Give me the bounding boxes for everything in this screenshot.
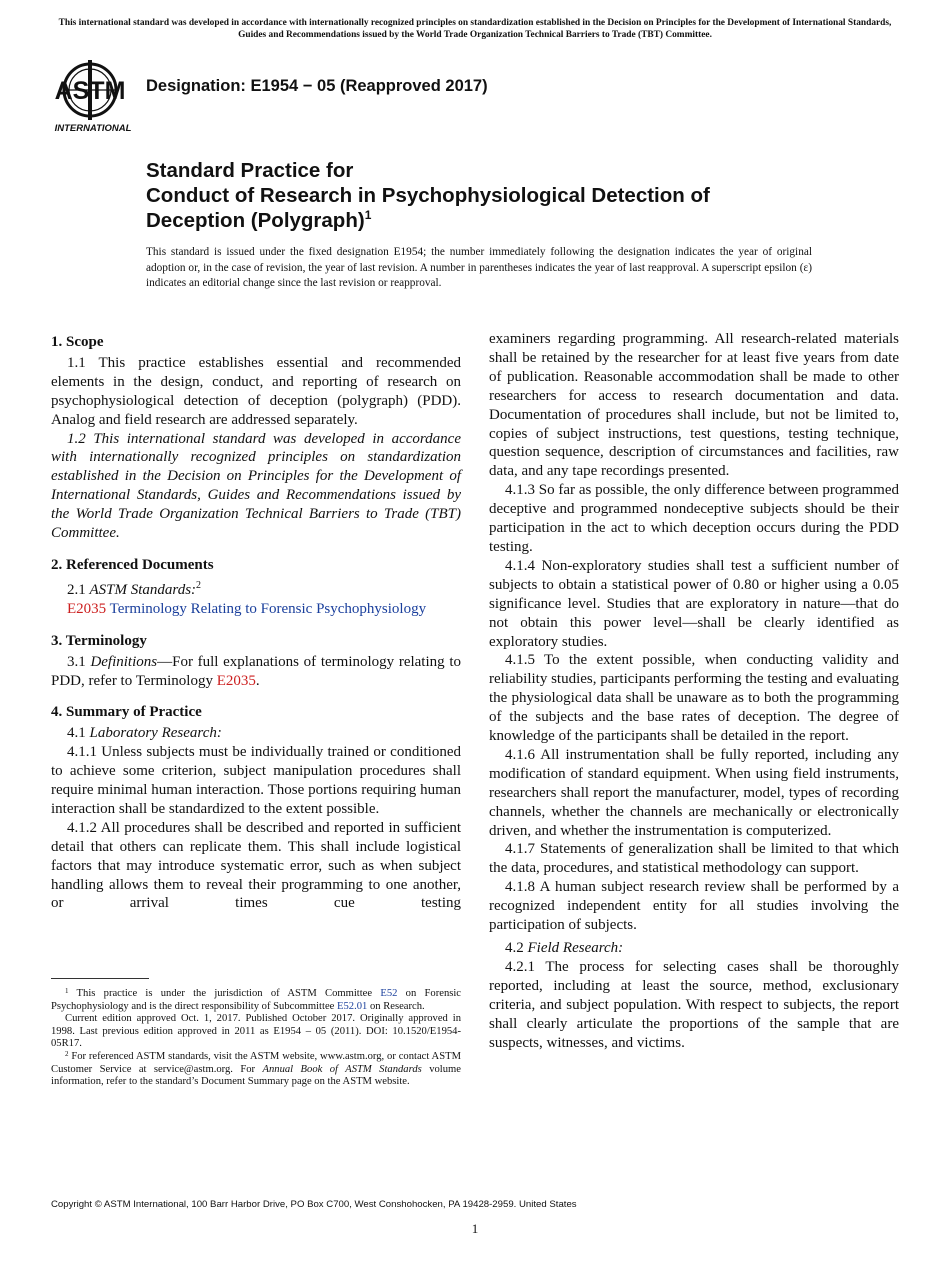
section-heading-terminology: 3. Terminology — [51, 632, 147, 649]
paragraph-4-1-3: 4.1.3 So far as possible, the only difference between programmed deceptive and programmed nondeceptive subjects should be their participation in the act to which deception occurs during the PDD testing. — [489, 482, 899, 555]
paragraph-4-1-7: 4.1.7 Statements of generalization shall be limited to that which the data, procedures, and statistical methodology can support. — [489, 841, 899, 877]
footnote-edition: Current edition approved Oct. 1, 2017. Published October 2017. Originally approved in 1998. Last previous edition approved in 2011 as E1954 – 05 (2011). DOI: 10.1520/E1954-05R17. — [51, 1013, 461, 1050]
paragraph-4-1-6: 4.1.6 All instrumentation shall be fully reported, including any modification of standard equipment. When using field instruments, researchers shall report the manufacturer, model, types of recording channels, whether the channels are mechanically or electronically driven, and whether the instrumentation is computerized. — [489, 746, 899, 839]
astm-logo — [52, 56, 136, 134]
logo-subtext: INTERNATIONAL — [54, 123, 132, 134]
title-line-3: Deception (Polygraph) — [146, 209, 365, 232]
paragraph-1-1: 1.1 This practice establishes essential and recommended elements in the design, conduct, and reporting of research on psychophysiological detection of deception (polygraph) (PDD). Analog and field research are addressed separately. — [51, 354, 461, 428]
paragraph-4-1: 4.1 Laboratory Research: — [67, 725, 222, 742]
paragraph-4-1-8: 4.1.8 A human subject research review shall be performed by a recognized independent entity for all studies involving the participation of subjects. — [489, 879, 899, 934]
paragraph-3-1: 3.1 Definitions—For full explanations of terminology relating to PDD, refer to Terminology E2035. — [51, 653, 461, 689]
left-column — [51, 333, 461, 913]
section-heading-referenced: 2. Referenced Documents — [51, 556, 214, 573]
reference-entry — [51, 600, 461, 619]
document-title — [146, 158, 906, 233]
committee-link-e52[interactable]: E52 — [380, 988, 398, 999]
ref-link-title[interactable]: Terminology Relating to Forensic Psychophysiology — [109, 600, 427, 617]
paragraph-4-2: 4.2 Field Research: — [505, 940, 624, 956]
paragraph-4-1-2-part1: 4.1.2 All procedures shall be described and reported in sufficient detail that others can replicate them. This shall include logistical factors that may introduce systematic error, such as when subject handling allows them to reveal their programming to one another, or arrival times cue testing — [51, 819, 461, 912]
paragraph-4-1-5: 4.1.5 To the extent possible, when conducting validity and reliability studies, participants performing the testing and evaluating the physiological data shall be unaware as to both the programming of the subjects and the base rates of deception. The degree of knowledge of the participants shall be detailed in the report. — [489, 652, 899, 745]
logo-text: ASTM — [54, 77, 126, 105]
issued-note: This standard is issued under the fixed designation E1954; the number immediately following the designation indicates the year of original adoption or, in the case of revision, the year of last revision. A number in parentheses indicates the year of last reapproval. A superscript epsilon (ε) indicates an editorial change since the last revision or reapproval. — [146, 246, 812, 290]
footnote-divider — [51, 978, 149, 979]
designation: Designation: E1954 − 05 (Reapproved 2017) — [146, 77, 488, 95]
section-heading-summary: 4. Summary of Practice — [51, 704, 202, 721]
subcommittee-link-e52-01[interactable]: E52.01 — [337, 1000, 368, 1012]
title-line-2: Conduct of Research in Psychophysiological Detection of — [146, 184, 710, 207]
title-line-1: Standard Practice for — [146, 159, 354, 182]
title-footnote-mark: 1 — [364, 208, 372, 222]
paragraph-1-2: 1.2 This international standard was developed in accordance with internationally recognized principles on standardization established in the Decision on Principles for the Development of International Standards, Guides and Recommendations issued by the World Trade Organization Technical Barriers to Trade (TBT) Committee. — [51, 430, 461, 542]
astm-standards-label: ASTM Standards: — [89, 581, 197, 598]
paragraph-2-1: 2.1 ASTM Standards:$^2$ — [67, 579, 202, 598]
section-heading-scope: 1. Scope — [51, 334, 104, 350]
footnotes — [51, 988, 461, 1089]
top-notice: This international standard was developed in accordance with internationally recognized principles on standardization established in the Decision on Principles for the Development of International Standards, Guides and Recommendations issued by the World Trade Organization Technical Barriers to Trade (TBT) Committee. — [58, 18, 892, 40]
copyright: Copyright © ASTM International, 100 Barr Harbor Drive, PO Box C700, West Conshohocken, PA 19428-2959. United States — [51, 1199, 577, 1210]
paragraph-4-1-1: 4.1.1 Unless subjects must be individually trained or conditioned to achieve some criterion, subject manipulation procedures shall require minimal human interaction. Those portions requiring human interaction shall be standardized to the extent possible. — [51, 744, 461, 817]
page-number: 1 — [471, 1221, 479, 1236]
paragraph-4-1-2-part2: examiners regarding programming. All research-related materials shall be retained by the researcher for at least five years from date of publication. Reasonable accommodation shall be made to other researchers for access to research documentation and data. Documentation of procedures shall include, but not be limited to, copies of subject instructions, test questions, testing technique, question sequence, description of circumstances and facilities, raw data, and any tape recordings presented. — [489, 331, 899, 480]
paragraph-4-1-4: 4.1.4 Non-exploratory studies shall test a sufficient number of subjects to obtain a statistical power of 0.80 or higher using a 0.05 significance level. Studies that are exploratory in nature—that do not obtain this power level—shall be clearly identified as exploratory studies. — [489, 557, 899, 650]
ref-link-e2035[interactable]: E2035 — [67, 600, 107, 617]
footnote-1: $^1$ This practice is under the jurisdiction of ASTM Committee E52 on Forensic Psychophysiology and is the direct responsibility of Subcommittee E52.01 on Research. — [51, 987, 462, 1012]
footnote-2: $^2$ For referenced ASTM standards, visit the ASTM website, www.astm.org, or contact ASTM Customer Service at service@astm.org. For Annual Book of ASTM Standards volume information, refer to the standard’s Document Summary page on the ASTM website. — [51, 1049, 461, 1088]
right-column — [489, 330, 899, 1052]
term-link-e2035[interactable]: E2035 — [216, 672, 256, 689]
paragraph-4-2-1: 4.2.1 The process for selecting cases shall be thoroughly reported, including at least the source, method, exclusionary criteria, and subject population. With respect to subjects, the report shall clearly articulate the proportions of the sample that are suspects, witnesses, and victims. — [489, 958, 899, 1051]
